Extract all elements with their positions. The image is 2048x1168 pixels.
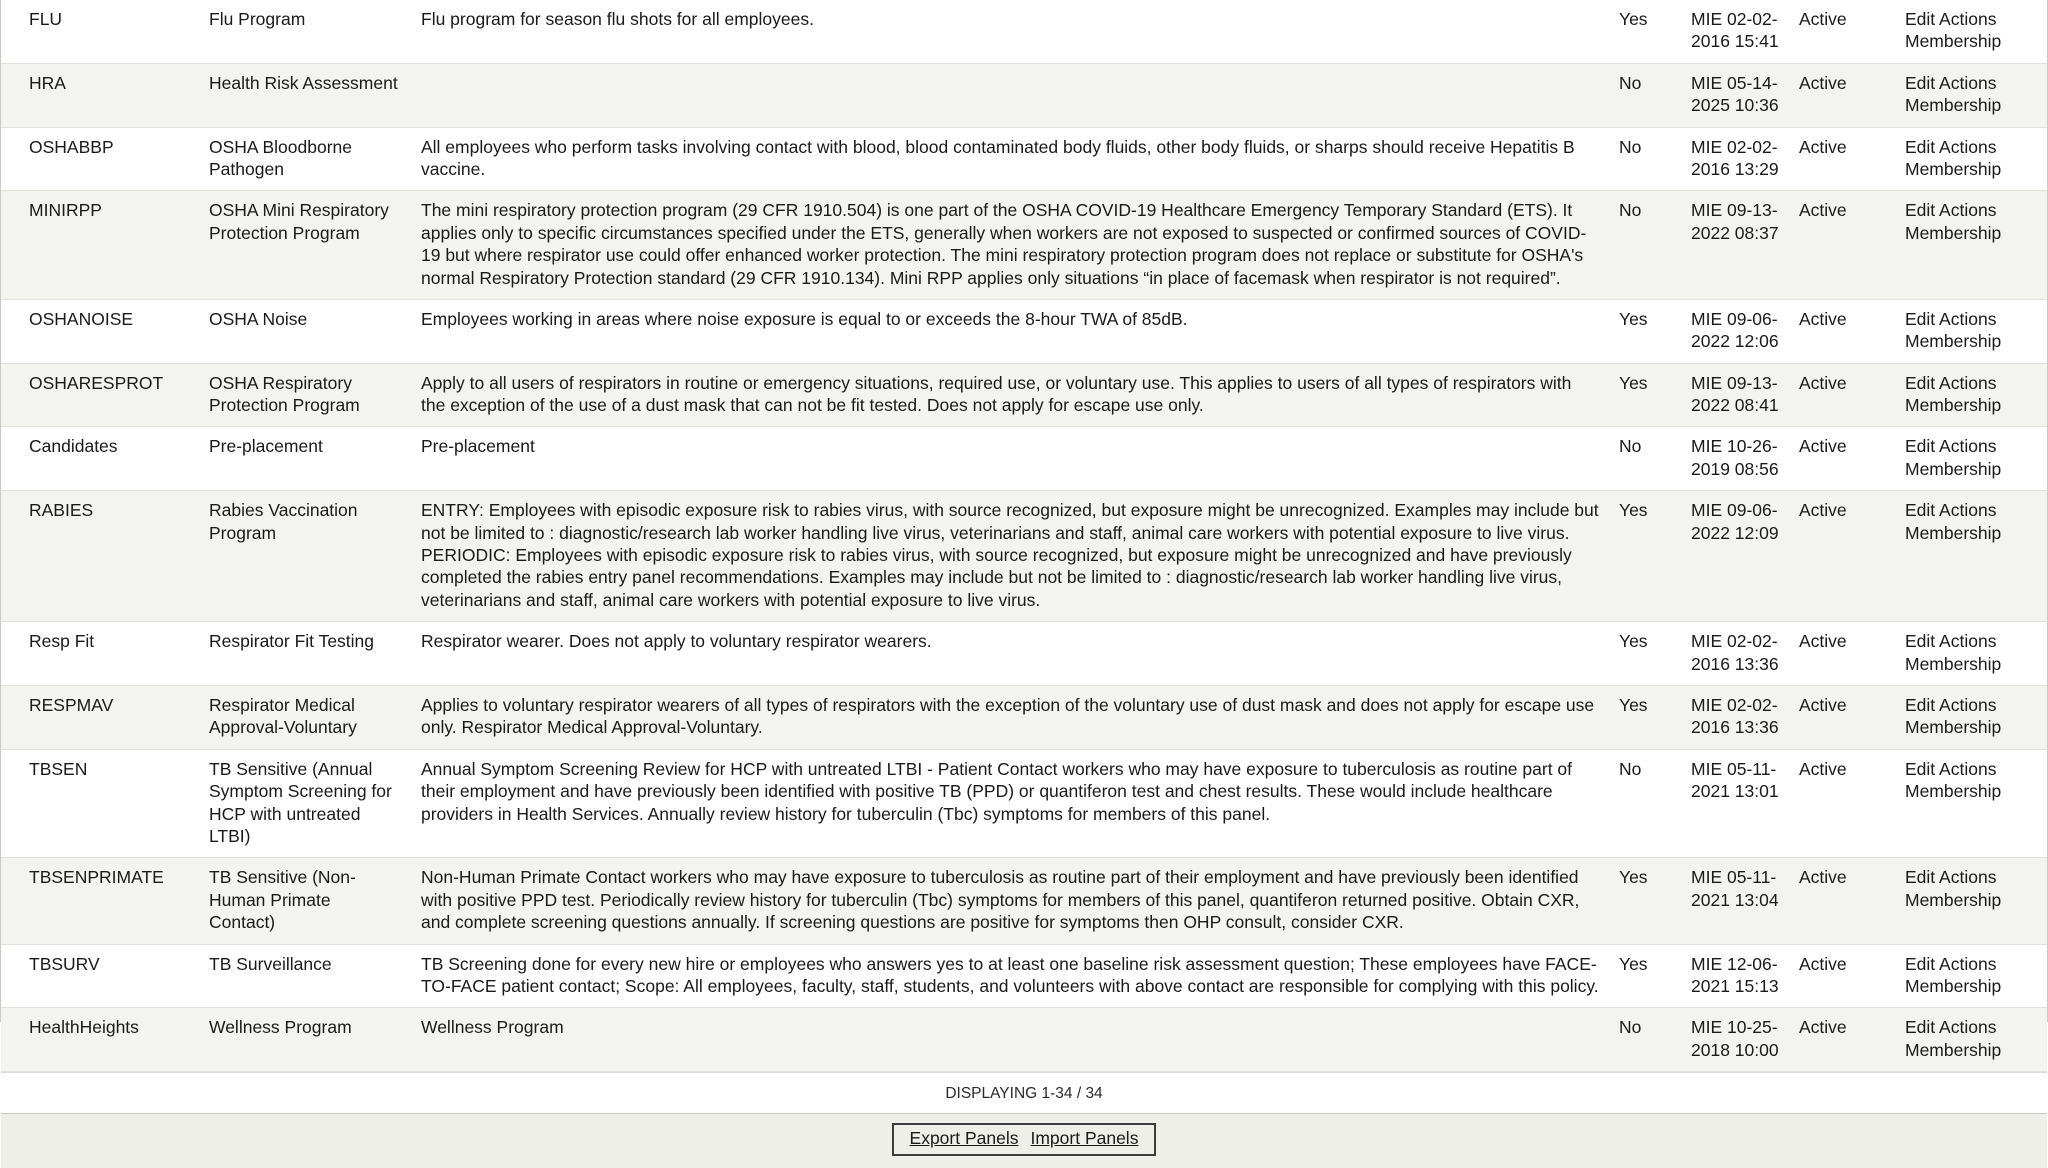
modified-line-1: MIE 02-02- (1691, 694, 1778, 715)
cell-modified (1681, 191, 1789, 300)
modified-line-2: 2021 13:01 (1691, 781, 1779, 802)
cell-required: Yes (1609, 363, 1681, 427)
cell-actions (1895, 858, 2047, 944)
cell-status: Active (1789, 685, 1895, 749)
cell-actions (1895, 63, 2047, 127)
cell-actions (1895, 427, 2047, 491)
cell-name: TB Sensitive (Annual Symptom Screening for HCP with untreated LTBI) (199, 749, 411, 858)
cell-description: The mini respiratory protection program (29 CFR 1910.504) is one part of the OSHA COVID-19 Healthcare Emergency Temporary Standard (ETS). It applies only to specific circumstances specified under the ETS, generally when workers are not exposed to suspected or confirmed sources of COVID-19 but where respirator use could offer enhanced worker protection. The mini respiratory protection program does not replace or substitute for OSHA's normal Respiratory Protection standard (29 CFR 1910.134). Mini RPP applies only situations “in place of facemask when respirator is not required”. (411, 191, 1609, 300)
cell-description: Apply to all users of respirators in routine or emergency situations, required use, or voluntary use. This applies to users of all types of respirators with the exception of the use of a dust mask that can not be fit tested. Does not apply for escape use only. (411, 363, 1609, 427)
footer-button-group (892, 1123, 1157, 1156)
cell-actions (1895, 491, 2047, 622)
cell-required: No (1609, 1008, 1681, 1072)
cell-status: Active (1789, 191, 1895, 300)
cell-description: Non-Human Primate Contact workers who may have exposure to tuberculosis as routine part of their employment and have previously been identified with positive PPD test. Periodically review history for tuberculin (Tbc) symptoms for members of this panel, quantiferon returned positive. Obtain CXR, and complete screening questions annually. If screening questions are positive for symptoms then OHP consult, consider CXR. (411, 858, 1609, 944)
modified-line-2: 2018 10:00 (1691, 1039, 1779, 1060)
cell-description: All employees who perform tasks involving contact with blood, blood contaminated body fluids, other body fluids, or sharps should receive Hepatitis B vaccine. (411, 127, 1609, 191)
table-row[interactable] (1, 749, 2047, 858)
cell-status: Active (1789, 858, 1895, 944)
edit-actions-link[interactable]: Edit Actions (1905, 9, 1997, 29)
cell-code: TBSURV (1, 944, 199, 1008)
cell-code: RABIES (1, 491, 199, 622)
edit-actions-link[interactable]: Edit Actions (1905, 867, 1997, 888)
cell-status: Active (1789, 491, 1895, 622)
edit-actions-link[interactable]: Edit Actions (1905, 72, 1997, 93)
cell-code: HRA (1, 63, 199, 127)
modified-line-2: 2016 15:41 (1691, 31, 1779, 52)
cell-modified (1681, 363, 1789, 427)
membership-link[interactable]: Membership (1905, 222, 2002, 243)
cell-modified (1681, 0, 1789, 63)
modified-line-1: MIE 02-02- (1691, 9, 1778, 29)
cell-code: OSHARESPROT (1, 363, 199, 427)
table-row[interactable] (1, 1008, 2047, 1072)
cell-actions (1895, 944, 2047, 1008)
cell-required: No (1609, 191, 1681, 300)
cell-status: Active (1789, 622, 1895, 686)
modified-line-1: MIE 09-06- (1691, 500, 1778, 521)
modified-line-1: MIE 09-13- (1691, 200, 1778, 221)
table-row[interactable] (1, 858, 2047, 944)
cell-modified (1681, 944, 1789, 1008)
cell-status: Active (1789, 1008, 1895, 1072)
modified-line-2: 2022 08:37 (1691, 222, 1779, 243)
membership-link[interactable]: Membership (1905, 975, 2002, 996)
edit-actions-link[interactable]: Edit Actions (1905, 631, 1997, 652)
table-row[interactable] (1, 427, 2047, 491)
cell-code: OSHANOISE (1, 299, 199, 363)
table-row[interactable] (1, 622, 2047, 686)
table-row[interactable] (1, 685, 2047, 749)
displaying-count: DISPLAYING 1-34 / 34 (1, 1072, 2047, 1113)
modified-line-1: MIE 02-02- (1691, 136, 1778, 157)
panels-table-body (1, 0, 2047, 1072)
cell-required: Yes (1609, 685, 1681, 749)
table-row[interactable] (1, 491, 2047, 622)
membership-link[interactable]: Membership (1905, 781, 2002, 802)
cell-modified (1681, 749, 1789, 858)
import-panels-button[interactable]: Import Panels (1030, 1128, 1139, 1149)
membership-link[interactable]: Membership (1905, 395, 2002, 416)
cell-name: Respirator Medical Approval-Voluntary (199, 685, 411, 749)
cell-actions (1895, 1008, 2047, 1072)
cell-status: Active (1789, 363, 1895, 427)
cell-status: Active (1789, 427, 1895, 491)
table-row[interactable] (1, 944, 2047, 1008)
cell-code: MINIRPP (1, 191, 199, 300)
cell-required: No (1609, 127, 1681, 191)
cell-code: OSHABBP (1, 127, 199, 191)
cell-code: TBSENPRIMATE (1, 858, 199, 944)
cell-required: Yes (1609, 858, 1681, 944)
cell-required: No (1609, 749, 1681, 858)
cell-actions (1895, 685, 2047, 749)
cell-description: Employees working in areas where noise exposure is equal to or exceeds the 8-hour TWA of 85dB. (411, 299, 1609, 363)
cell-actions (1895, 299, 2047, 363)
modified-line-2: 2022 12:09 (1691, 522, 1779, 543)
cell-name: Health Risk Assessment (199, 63, 411, 127)
edit-actions-link[interactable]: Edit Actions (1905, 953, 1997, 974)
cell-modified (1681, 858, 1789, 944)
modified-line-2: 2021 15:13 (1691, 975, 1779, 996)
cell-name: TB Sensitive (Non-Human Primate Contact) (199, 858, 411, 944)
edit-actions-link[interactable]: Edit Actions (1905, 372, 1997, 393)
modified-line-2: 2016 13:29 (1691, 158, 1779, 179)
footer-toolbar (1, 1113, 2047, 1168)
membership-link[interactable]: Membership (1905, 458, 2002, 479)
cell-description: ENTRY: Employees with episodic exposure risk to rabies virus, with source recognized, but exposure might be unrecognized. Examples may include but not be limited to : diagnostic/research lab worker handling live virus, veterinarians and staff, animal care workers with potential exposure to live virus. PERIODIC: Employees with episodic exposure risk to rabies virus, with source recognized, but exposure might be unrecognized and have previously completed the rabies entry panel recommendations. Examples may include but not be limited to : diagnostic/research lab worker handling live virus, veterinarians and staff, animal care workers with potential exposure to live virus. (411, 491, 1609, 622)
cell-actions (1895, 363, 2047, 427)
cell-modified (1681, 127, 1789, 191)
cell-required: Yes (1609, 622, 1681, 686)
edit-actions-link[interactable]: Edit Actions (1905, 436, 1997, 457)
modified-line-1: MIE 09-06- (1691, 308, 1778, 329)
cell-required: No (1609, 63, 1681, 127)
cell-required: Yes (1609, 944, 1681, 1008)
cell-description: Wellness Program (411, 1008, 1609, 1072)
cell-status: Active (1789, 63, 1895, 127)
modified-line-2: 2021 13:04 (1691, 889, 1779, 910)
cell-status: Active (1789, 944, 1895, 1008)
cell-description: Annual Symptom Screening Review for HCP with untreated LTBI - Patient Contact workers who may have exposure to tuberculosis as routine part of their employment and have previously been identified with positive TB (PPD) or quantiferon test and chest results. These would include healthcare providers in Health Services. Annually review history for tuberculin (Tbc) symptoms for members of this panel. (411, 749, 1609, 858)
cell-status: Active (1789, 0, 1895, 63)
edit-actions-link[interactable]: Edit Actions (1905, 500, 1997, 521)
cell-name: Rabies Vaccination Program (199, 491, 411, 622)
cell-code: Candidates (1, 427, 199, 491)
table-row[interactable] (1, 63, 2047, 127)
table-row[interactable] (1, 127, 2047, 191)
cell-name: OSHA Noise (199, 299, 411, 363)
edit-actions-link[interactable]: Edit Actions (1905, 136, 1997, 157)
cell-actions (1895, 191, 2047, 300)
modified-line-1: MIE 05-11- (1691, 758, 1777, 779)
cell-modified (1681, 491, 1789, 622)
membership-link[interactable]: Membership (1905, 717, 2002, 738)
cell-actions (1895, 622, 2047, 686)
modified-line-1: MIE 10-25- (1691, 1017, 1778, 1038)
table-row[interactable] (1, 299, 2047, 363)
modified-line-2: 2016 13:36 (1691, 717, 1779, 738)
modified-line-1: MIE 05-11- (1691, 867, 1777, 888)
modified-line-2: 2022 12:06 (1691, 331, 1779, 352)
cell-required: Yes (1609, 299, 1681, 363)
membership-link[interactable]: Membership (1905, 95, 2002, 116)
cell-description: Pre-placement (411, 427, 1609, 491)
cell-modified (1681, 299, 1789, 363)
table-row[interactable] (1, 0, 2047, 63)
cell-code: Resp Fit (1, 622, 199, 686)
cell-name: Wellness Program (199, 1008, 411, 1072)
edit-actions-link[interactable]: Edit Actions (1905, 694, 1997, 715)
export-panels-button[interactable]: Export Panels (909, 1128, 1019, 1149)
modified-line-1: MIE 12-06- (1691, 953, 1778, 974)
edit-actions-link[interactable]: Edit Actions (1905, 758, 1997, 779)
cell-name: TB Surveillance (199, 944, 411, 1008)
modified-line-2: 2016 13:36 (1691, 653, 1779, 674)
edit-actions-link[interactable]: Edit Actions (1905, 308, 1997, 329)
membership-link[interactable]: Membership (1905, 889, 2002, 910)
cell-code: RESPMAV (1, 685, 199, 749)
modified-line-2: 2022 08:41 (1691, 395, 1779, 416)
modified-line-2: 2019 08:56 (1691, 458, 1779, 479)
modified-line-1: MIE 09-13- (1691, 372, 1778, 393)
membership-link[interactable]: Membership (1905, 1039, 2002, 1060)
cell-description: Applies to voluntary respirator wearers of all types of respirators with the exception of the voluntary use of dust mask and does not apply for escape use only. Respirator Medical Approval-Voluntary. (411, 685, 1609, 749)
cell-modified (1681, 427, 1789, 491)
membership-link[interactable]: Membership (1905, 31, 2002, 52)
modified-line-1: MIE 05-14- (1691, 72, 1778, 93)
cell-required: Yes (1609, 0, 1681, 63)
cell-code: FLU (1, 0, 199, 63)
cell-actions (1895, 749, 2047, 858)
membership-link[interactable]: Membership (1905, 158, 2002, 179)
membership-link[interactable]: Membership (1905, 653, 2002, 674)
panels-table (1, 0, 2047, 1072)
cell-modified (1681, 622, 1789, 686)
table-row[interactable] (1, 363, 2047, 427)
cell-description: TB Screening done for every new hire or employees who answers yes to at least one baseline risk assessment question; These employees have FACE-TO-FACE patient contact; Scope: All employees, faculty, staff, students, and volunteers with above contact are responsible for complying with this policy. (411, 944, 1609, 1008)
edit-actions-link[interactable]: Edit Actions (1905, 1017, 1997, 1038)
cell-code: HealthHeights (1, 1008, 199, 1072)
cell-name: OSHA Bloodborne Pathogen (199, 127, 411, 191)
modified-line-1: MIE 10-26- (1691, 436, 1778, 457)
cell-modified (1681, 685, 1789, 749)
cell-actions (1895, 127, 2047, 191)
edit-actions-link[interactable]: Edit Actions (1905, 200, 1997, 221)
cell-description: Respirator wearer. Does not apply to voluntary respirator wearers. (411, 622, 1609, 686)
cell-required: Yes (1609, 491, 1681, 622)
table-row[interactable] (1, 191, 2047, 300)
cell-actions (1895, 0, 2047, 63)
modified-line-1: MIE 02-02- (1691, 631, 1778, 652)
cell-name: Respirator Fit Testing (199, 622, 411, 686)
cell-status: Active (1789, 749, 1895, 858)
cell-modified (1681, 63, 1789, 127)
cell-name: Flu Program (199, 0, 411, 63)
cell-description: Flu program for season flu shots for all employees. (411, 0, 1609, 63)
cell-required: No (1609, 427, 1681, 491)
cell-status: Active (1789, 127, 1895, 191)
cell-description (411, 63, 1609, 127)
cell-name: OSHA Mini Respiratory Protection Program (199, 191, 411, 300)
membership-link[interactable]: Membership (1905, 522, 2002, 543)
cell-code: TBSEN (1, 749, 199, 858)
cell-status: Active (1789, 299, 1895, 363)
cell-name: Pre-placement (199, 427, 411, 491)
membership-link[interactable]: Membership (1905, 331, 2002, 352)
cell-modified (1681, 1008, 1789, 1072)
modified-line-2: 2025 10:36 (1691, 95, 1779, 116)
cell-name: OSHA Respiratory Protection Program (199, 363, 411, 427)
